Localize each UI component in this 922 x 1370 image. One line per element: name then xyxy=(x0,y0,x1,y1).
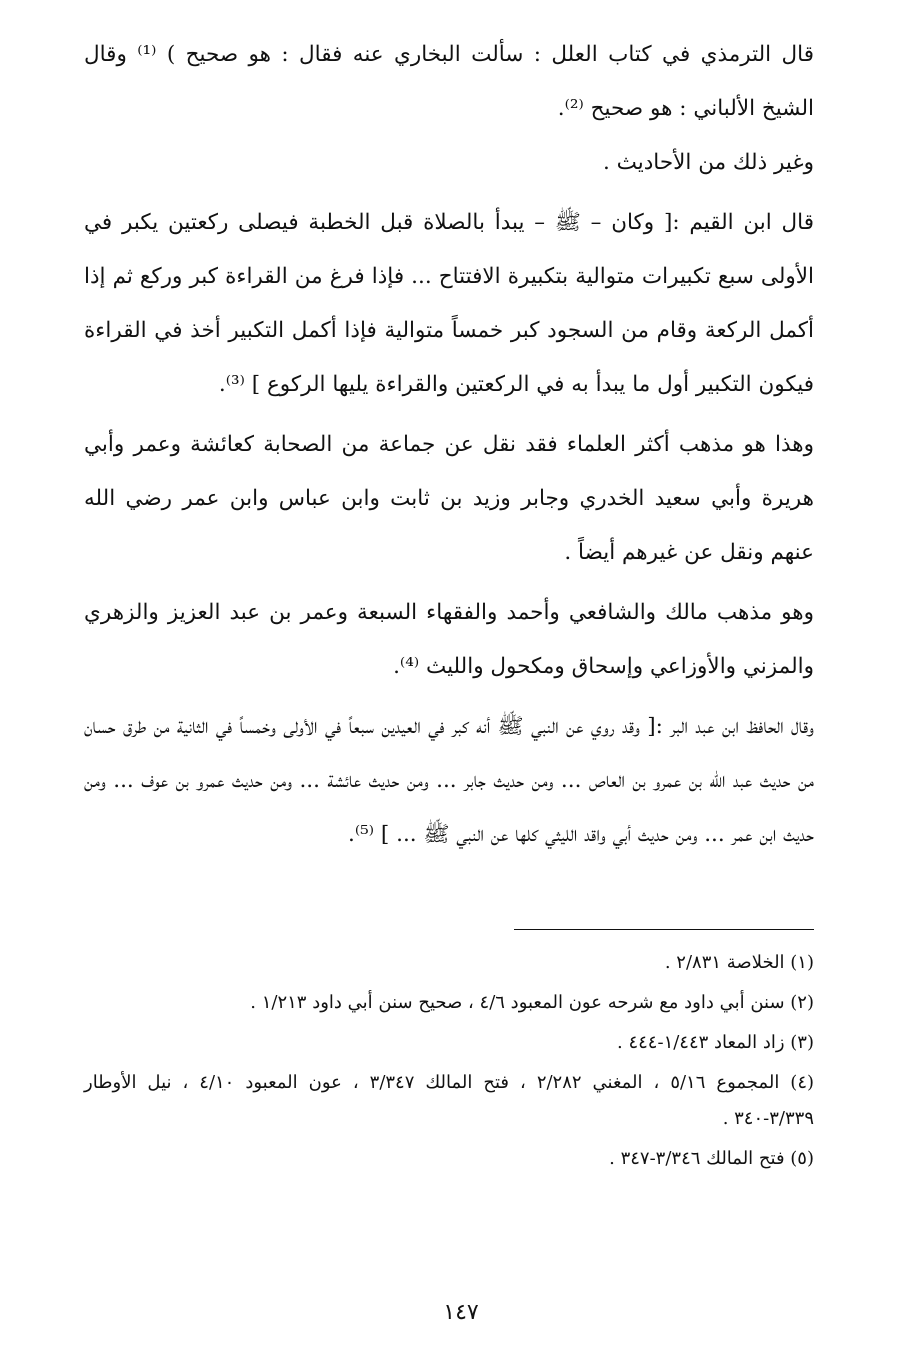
paragraph-tirmidhi: قال الترمذي في كتاب العلل : سألت البخاري عنه فقال : هو صحيح ) ⁽¹⁾ وقال الشيخ الألباني : هو صحيح ⁽²⁾. xyxy=(84,42,814,121)
footnote-4: (٤) المجموع ٥/١٦ ، المغني ٢/٢٨٢ ، فتح المالك ٣/٣٤٧ ، عون المعبود ٤/١٠ ، نيل الأوطار ٣/٣٣٩-٣٤٠ . xyxy=(84,1072,815,1129)
footnote-5: (٥) فتح المالك ٣/٣٤٦-٣٤٧ . xyxy=(609,1148,814,1169)
main-text xyxy=(84,28,814,862)
footnote-3: (٣) زاد المعاد ١/٤٤٣-٤٤٤ . xyxy=(617,1032,814,1053)
paragraph-madhhab: وهو مذهب مالك والشافعي وأحمد والفقهاء السبعة وعمر بن عبد العزيز والزهري والمزني والأوزاعي وإسحاق ومكحول والليث ⁽⁴⁾. xyxy=(84,600,814,679)
paragraph-ibn-abd-al-barr: وقال الحافظ ابن عبد البر :[ وقد روي عن النبي ﷺ أنه كبر في العيدين سبعاً في الأولى وخمساً في الثانية من طرق حسان من حديث عبد الله بن عمرو بن العاص ... ومن حديث جابر ... ومن حديث عائشة ... ومن حديث عمرو بن عوف ... ومن حديث ابن عمر ... ومن حديث أبي واقد الليثي كلها عن النبي ﷺ ... ] ⁽⁵⁾. xyxy=(84,714,814,847)
footnote-2: (٢) سنن أبي داود مع شرحه عون المعبود ٤/٦ ، صحيح سنن أبي داود ١/٢١٣ . xyxy=(250,992,814,1013)
footnotes xyxy=(84,945,814,1181)
page-number: ١٤٧ xyxy=(443,1300,479,1325)
footnote-1: (١) الخلاصة ٢/٨٣١ . xyxy=(664,952,814,973)
paragraph-ibn-qayyim: قال ابن القيم :[ وكان – ﷺ – يبدأ بالصلاة قبل الخطبة فيصلى ركعتين يكبر في الأولى سبع تكبيرات متوالية بتكبيرة الافتتاح ... فإذا فرغ من القراءة كبر وركع ثم إذا أكمل الركعة وقام من السجود كبر خمساً متوالية فإذا أكمل التكبير أخذ في القراءة فيكون التكبير أول ما يبدأ به في الركعتين والقراءة يليها الركوع ] ⁽³⁾. xyxy=(84,210,814,397)
paragraph-other-hadiths: وغير ذلك من الأحاديث . xyxy=(602,150,814,175)
footnote-divider xyxy=(514,929,814,930)
paragraph-majority-view: وهذا هو مذهب أكثر العلماء فقد نقل عن جماعة من الصحابة كعائشة وعمر وأبي هريرة وأبي سعيد الخدري وجابر وزيد بن ثابت وابن عباس وابن عمر رضي الله عنهم ونقل عن غيرهم أيضاً . xyxy=(84,432,814,565)
